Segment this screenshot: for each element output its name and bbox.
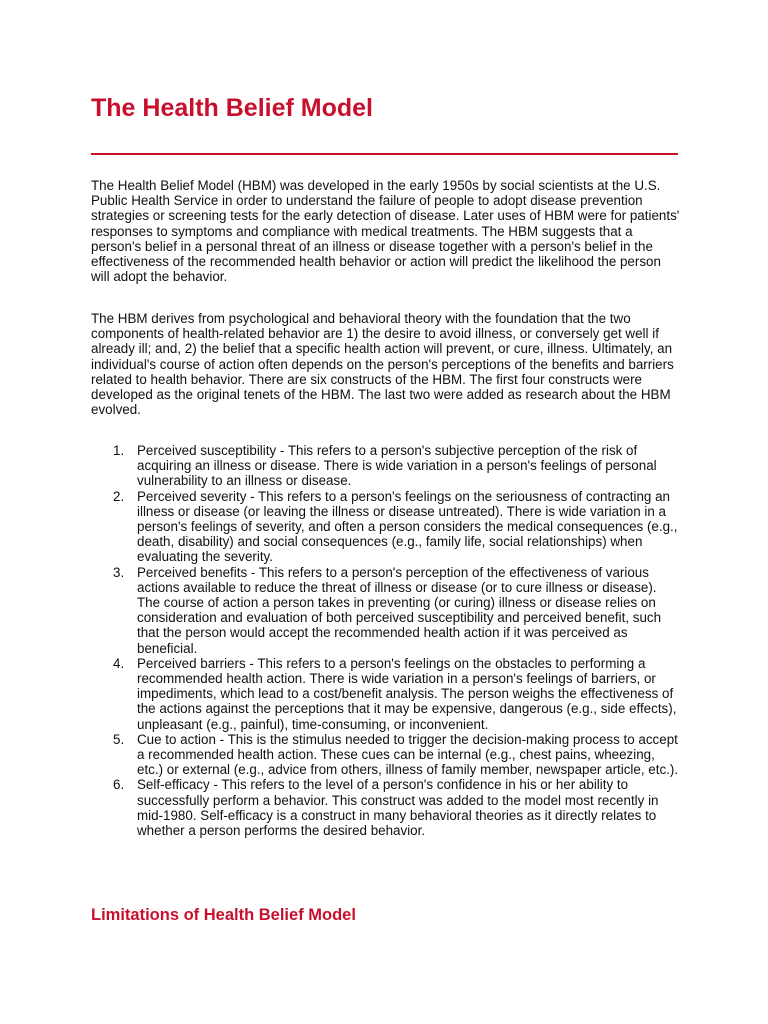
list-number: 1. bbox=[113, 443, 125, 458]
section-heading: Limitations of Health Belief Model bbox=[91, 906, 356, 924]
intro-paragraph: The Health Belief Model (HBM) was developed in the early 1950s by social scientists at the U.S. Public Health Service in order to understand the failure of people to adopt disease prevention strategies or screening tests for the early detection of disease. Later uses of HBM were for patients' responses to symptoms and compliance with medical treatments. The HBM suggests that a person's belief in a personal threat of an illness or disease together with a person's belief in the effectiveness of the recommended health behavior or action will predict the likelihood the person will adopt the behavior. bbox=[91, 178, 680, 285]
page-title: The Health Belief Model bbox=[91, 94, 373, 122]
list-text: Self-efficacy - This refers to the level of a person's confidence in his or her ability to successfully perform a behavior. This construct was added to the model most recently in mid-1980. Self-efficacy is a construct in many behavioral theories as it directly relates to whether a person performs the desired behavior. bbox=[137, 777, 659, 839]
list-text: Perceived severity - This refers to a person's feelings on the seriousness of contracting an illness or disease (or leaving the illness or disease untreated). There is wide variation in a person's feelings of severity, and often a person considers the medical consequences (e.g., death, disability) and social consequences (e.g., family life, social relationships) when evaluating the severity. bbox=[137, 488, 678, 565]
list-item bbox=[91, 565, 681, 656]
list-item bbox=[91, 489, 681, 565]
foundation-paragraph: The HBM derives from psychological and behavioral theory with the foundation that the two components of health-related behavior are 1) the desire to avoid illness, or conversely get well if already ill; and, 2) the belief that a specific health action will prevent, or cure, illness. Ultimately, an individual's course of action often depends on the person's perceptions of the benefits and barriers related to health behavior. There are six constructs of the HBM. The first four constructs were developed as the original tenets of the HBM. The last two were added as research about the HBM evolved. bbox=[91, 311, 674, 418]
list-item bbox=[91, 777, 681, 838]
list-number: 3. bbox=[113, 564, 125, 580]
list-number: 6. bbox=[113, 777, 125, 793]
list-item bbox=[91, 732, 681, 778]
list-item bbox=[91, 656, 681, 732]
constructs-list bbox=[91, 443, 681, 838]
list-text: Perceived barriers - This refers to a person's feelings on the obstacles to performing a recommended health action. There is wide variation in a person's feelings of barriers, or impediments, which lead to a cost/benefit analysis. The person weighs the effectiveness of the actions against the perceptions that it may be expensive, dangerous (e.g., side effects), unpleasant (e.g., painful), time-consuming, or inconvenient. bbox=[137, 655, 677, 732]
list-text: Cue to action - This is the stimulus needed to trigger the decision-making process to accept a recommended health action. These cues can be internal (e.g., chest pains, wheezing, etc.) or external (e.g., advice from others, illness of family member, newspaper article, etc.). bbox=[137, 731, 679, 778]
list-number: 2. bbox=[113, 488, 125, 504]
list-number: 4. bbox=[113, 655, 125, 671]
list-item bbox=[91, 443, 681, 489]
list-number: 5. bbox=[113, 731, 125, 747]
list-text: Perceived benefits - This refers to a person's perception of the effectiveness of various actions available to reduce the threat of illness or disease (or to cure illness or disease). The course of action a person takes in preventing (or curing) illness or disease relies on consideration and evaluation of both perceived susceptibility and perceived benefit, such that the person would accept the recommended health action if it was perceived as beneficial. bbox=[137, 564, 662, 656]
title-divider bbox=[91, 153, 678, 155]
list-text: Perceived susceptibility - This refers to a person's subjective perception of the risk of acquiring an illness or disease. There is wide variation in a person's feelings of personal vulnerability to an illness or disease. bbox=[137, 443, 657, 489]
